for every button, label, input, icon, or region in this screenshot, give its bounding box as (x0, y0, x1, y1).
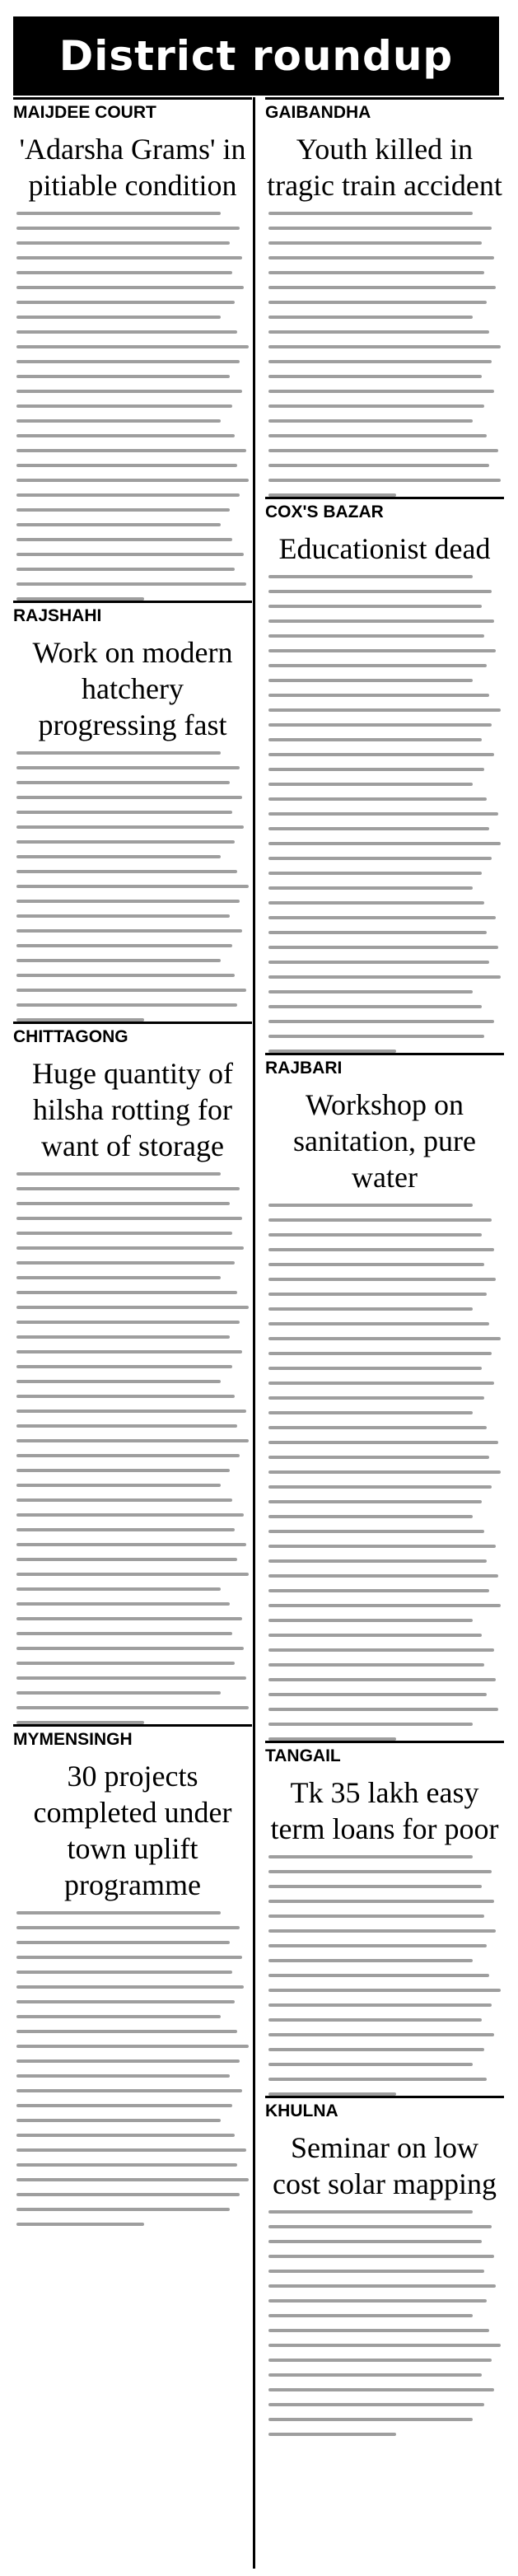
text-line (268, 2329, 489, 2332)
text-line (268, 1456, 489, 1459)
text-line (16, 1558, 237, 1561)
text-line (268, 1035, 484, 1038)
text-line (16, 1217, 242, 1220)
text-line (268, 1248, 494, 1251)
story-body (265, 212, 504, 497)
text-line (16, 286, 244, 289)
text-line (268, 1278, 496, 1281)
text-line (268, 1737, 396, 1741)
text-line (268, 375, 482, 378)
text-line (16, 523, 221, 526)
text-line (16, 538, 232, 541)
text-line (268, 649, 496, 652)
text-line (268, 1678, 496, 1681)
text-line (16, 2119, 221, 2122)
text-line (268, 1050, 396, 1053)
text-line (16, 1587, 221, 1591)
headline: Work on modern hatchery progressing fast (32, 636, 233, 741)
text-line (268, 2240, 482, 2243)
text-line (268, 449, 498, 452)
text-line (16, 493, 240, 497)
text-line (16, 434, 235, 437)
text-line (16, 2000, 235, 2003)
text-line (268, 1005, 482, 1008)
text-line (16, 1321, 240, 1324)
text-line (16, 840, 235, 844)
text-line (16, 1721, 144, 1724)
text-line (268, 1855, 473, 1858)
text-line (16, 301, 235, 304)
text-line (268, 575, 473, 578)
text-line (268, 1545, 496, 1548)
text-line (268, 2255, 494, 2258)
text-line (268, 2418, 473, 2421)
text-line (16, 1187, 240, 1190)
text-line (16, 2148, 246, 2152)
text-line (268, 1559, 487, 1563)
text-line (16, 316, 221, 319)
text-line (16, 1543, 246, 1546)
story-maijdee (13, 97, 252, 601)
text-line (268, 1382, 494, 1385)
text-line (268, 797, 487, 801)
text-line (268, 286, 496, 289)
text-line (268, 1574, 498, 1578)
text-line (16, 256, 242, 259)
text-line (268, 2433, 396, 2436)
text-line (16, 1941, 230, 1944)
text-line (268, 679, 473, 682)
text-line (16, 1395, 235, 1398)
text-line (268, 842, 501, 845)
text-line (268, 2225, 492, 2228)
text-line (268, 590, 492, 593)
text-line (268, 975, 501, 979)
text-line (268, 901, 484, 905)
text-line (16, 1484, 221, 1487)
text-line (268, 694, 489, 697)
text-line (16, 582, 246, 586)
text-line (268, 961, 489, 964)
text-line (16, 479, 249, 482)
text-line (16, 2074, 230, 2078)
text-line (268, 1530, 484, 1533)
text-line (268, 1515, 473, 1518)
text-line (16, 1602, 230, 1606)
text-line (16, 553, 244, 556)
text-line (16, 1018, 144, 1022)
text-line (268, 2033, 494, 2036)
text-line (16, 1911, 221, 1914)
section-label: MAIJDEE COURT (13, 103, 156, 122)
text-line (268, 1944, 487, 1947)
text-line (16, 1365, 232, 1368)
text-line (16, 1706, 249, 1709)
text-line (16, 1276, 221, 1279)
text-line (268, 1708, 498, 1711)
text-line (268, 2048, 484, 2051)
text-line (268, 2092, 396, 2096)
section-label: TANGAIL (265, 1746, 341, 1765)
text-line (268, 2018, 482, 2022)
title-band (13, 16, 499, 96)
text-line (16, 900, 240, 903)
text-line (16, 1350, 242, 1353)
text-line (268, 990, 473, 993)
text-line (268, 345, 501, 348)
text-line (16, 1424, 237, 1428)
text-line (16, 1573, 249, 1576)
text-line (268, 857, 492, 860)
text-line (268, 1426, 487, 1429)
text-line (16, 1926, 240, 1929)
text-line (16, 2045, 249, 2048)
text-line (268, 931, 487, 934)
text-line (268, 2403, 484, 2406)
text-line (16, 360, 240, 363)
text-line (16, 855, 221, 858)
text-line (268, 1352, 492, 1355)
text-line (268, 783, 473, 786)
text-line (268, 946, 498, 949)
text-line (16, 2163, 237, 2167)
text-line (16, 568, 235, 571)
text-line (268, 1914, 484, 1918)
text-line (16, 1971, 232, 1974)
text-line (16, 2059, 240, 2063)
text-line (16, 2208, 230, 2211)
section-label: CHITTAGONG (13, 1027, 128, 1046)
text-line (268, 404, 484, 408)
text-line (16, 1632, 232, 1635)
text-line (16, 597, 144, 601)
page-title: District roundup (58, 32, 454, 80)
text-line (268, 634, 484, 638)
headline: Youth killed in tragic train accident (267, 133, 502, 202)
text-line (16, 1662, 235, 1665)
text-line (16, 1691, 221, 1695)
text-line (16, 1291, 237, 1294)
text-line (16, 914, 230, 918)
text-line (268, 723, 492, 727)
story-body (13, 1911, 252, 2226)
text-line (268, 1619, 473, 1622)
text-line (268, 2344, 501, 2347)
text-line (268, 1974, 489, 1977)
text-line (16, 974, 235, 977)
text-line (16, 929, 242, 933)
text-line (16, 1246, 244, 1250)
text-line (268, 1411, 473, 1414)
text-line (268, 2063, 473, 2066)
text-line (268, 1485, 492, 1489)
text-line (16, 1335, 230, 1339)
text-line (268, 1500, 482, 1503)
text-line (16, 781, 230, 784)
text-line (16, 870, 237, 873)
text-line (268, 1470, 501, 1474)
text-line (268, 1885, 482, 1888)
text-line (16, 390, 242, 393)
text-line (268, 1367, 482, 1370)
column-divider (253, 97, 255, 2569)
text-line (16, 989, 246, 992)
story-tangail (265, 1741, 504, 2096)
text-line (16, 508, 230, 512)
text-line (16, 2015, 221, 2018)
text-line (268, 827, 489, 830)
text-line (16, 2030, 237, 2033)
text-line (268, 1648, 494, 1652)
text-line (16, 271, 232, 274)
text-line (268, 1929, 496, 1933)
text-line (268, 1589, 489, 1592)
text-line (268, 619, 494, 623)
section-label: GAIBANDHA (265, 103, 371, 122)
text-line (268, 812, 498, 816)
text-line (268, 1693, 487, 1696)
text-line (268, 1337, 501, 1340)
text-line (268, 605, 482, 608)
text-line (268, 664, 487, 667)
section-label: KHULNA (265, 2101, 338, 2120)
story-body (13, 1172, 252, 1724)
headline: Workshop on sanitation, pure water (293, 1088, 476, 1194)
text-line (268, 256, 494, 259)
text-line (16, 2193, 240, 2196)
text-line (268, 1020, 494, 1023)
text-line (268, 2388, 494, 2391)
section-label: MYMENSINGH (13, 1730, 133, 1749)
story-body (13, 751, 252, 1022)
text-line (268, 1723, 473, 1726)
text-line (16, 796, 242, 799)
right-column (265, 97, 504, 2569)
text-line (16, 449, 246, 452)
text-line (268, 1989, 501, 1992)
text-line (16, 1956, 242, 1959)
text-line (16, 1454, 240, 1457)
story-khulna (265, 2096, 504, 2436)
story-mymensingh (13, 1724, 252, 2226)
text-line (268, 390, 494, 393)
text-line (16, 825, 244, 829)
story-gaibandha (265, 97, 504, 497)
text-line (268, 1307, 473, 1311)
text-line (16, 885, 249, 888)
text-line (268, 708, 501, 712)
text-line (268, 1441, 498, 1444)
text-line (268, 1263, 484, 1266)
text-line (268, 2078, 487, 2081)
text-line (268, 1634, 482, 1637)
text-line (16, 1513, 244, 1517)
headline: 'Adarsha Grams' in pitiable condition (19, 133, 246, 202)
text-line (268, 886, 473, 890)
text-line (16, 1985, 244, 1989)
section-label: RAJSHAHI (13, 606, 102, 625)
story-coxs-bazar (265, 497, 504, 1053)
text-line (268, 1663, 484, 1667)
text-line (268, 2270, 484, 2273)
text-line (16, 2104, 232, 2107)
text-line (268, 434, 487, 437)
text-line (16, 1410, 246, 1413)
text-line (16, 1647, 244, 1650)
headline: 30 projects completed under town uplift programme (33, 1760, 232, 1901)
story-rajbari (265, 1053, 504, 1741)
text-line (16, 1439, 249, 1442)
text-line (268, 360, 492, 363)
text-line (268, 2003, 492, 2007)
text-line (16, 1469, 230, 1472)
story-rajshahi (13, 601, 252, 1022)
text-line (16, 944, 232, 947)
text-line (16, 404, 232, 408)
text-line (268, 2373, 482, 2377)
text-line (268, 330, 489, 334)
story-body (265, 1204, 504, 1741)
text-line (268, 1218, 492, 1222)
text-line (16, 1498, 232, 1502)
text-line (268, 464, 489, 467)
section-label: COX'S BAZAR (265, 503, 384, 521)
text-line (16, 1676, 246, 1680)
story-body (13, 212, 252, 601)
text-line (16, 2089, 242, 2092)
text-line (16, 1380, 221, 1383)
text-line (16, 419, 221, 423)
text-line (268, 1604, 501, 1607)
headline: Tk 35 lakh easy term loans for poor (270, 1776, 499, 1845)
text-line (16, 212, 221, 215)
text-line (268, 872, 482, 875)
headline: Seminar on low cost solar mapping (273, 2131, 497, 2200)
text-line (16, 1306, 249, 1309)
text-line (16, 1528, 235, 1531)
text-line (16, 2223, 144, 2226)
text-line (268, 1900, 494, 1903)
text-line (268, 2359, 492, 2362)
text-line (268, 738, 482, 741)
text-line (16, 959, 221, 962)
text-line (16, 1261, 235, 1265)
text-line (268, 227, 492, 230)
headline: Educationist dead (278, 532, 491, 565)
text-line (268, 241, 482, 245)
text-line (16, 1232, 232, 1235)
text-line (268, 1293, 487, 1296)
text-line (16, 811, 232, 814)
text-line (16, 2178, 249, 2181)
text-line (268, 1396, 484, 1400)
text-line (268, 2210, 473, 2214)
text-line (16, 751, 221, 755)
text-line (268, 1233, 482, 1237)
text-line (16, 330, 237, 334)
text-line (268, 316, 473, 319)
text-line (268, 1959, 473, 1962)
text-line (268, 419, 473, 423)
story-chittagong (13, 1022, 252, 1724)
story-body (265, 2210, 504, 2436)
text-line (16, 1172, 221, 1176)
text-line (268, 753, 494, 756)
text-line (16, 227, 240, 230)
story-body (265, 575, 504, 1053)
left-column (13, 97, 252, 2569)
text-line (268, 271, 484, 274)
headline: Huge quantity of hilsha rotting for want of storage (32, 1057, 233, 1162)
text-line (268, 916, 496, 919)
text-line (16, 2134, 235, 2137)
text-line (268, 212, 473, 215)
text-line (16, 345, 249, 348)
text-line (268, 301, 487, 304)
text-line (16, 464, 237, 467)
text-line (16, 1202, 230, 1205)
text-line (268, 2284, 496, 2288)
text-line (16, 1617, 242, 1620)
text-line (268, 2314, 473, 2317)
text-line (268, 479, 501, 482)
text-line (16, 1003, 237, 1007)
text-line (268, 1322, 489, 1325)
text-line (16, 766, 240, 769)
text-line (268, 1204, 473, 1207)
text-line (16, 241, 230, 245)
text-line (268, 493, 396, 497)
text-line (16, 375, 230, 378)
story-body (265, 1855, 504, 2096)
text-line (268, 768, 484, 771)
section-label: RAJBARI (265, 1059, 343, 1078)
text-line (268, 1870, 492, 1873)
text-line (268, 2299, 487, 2303)
